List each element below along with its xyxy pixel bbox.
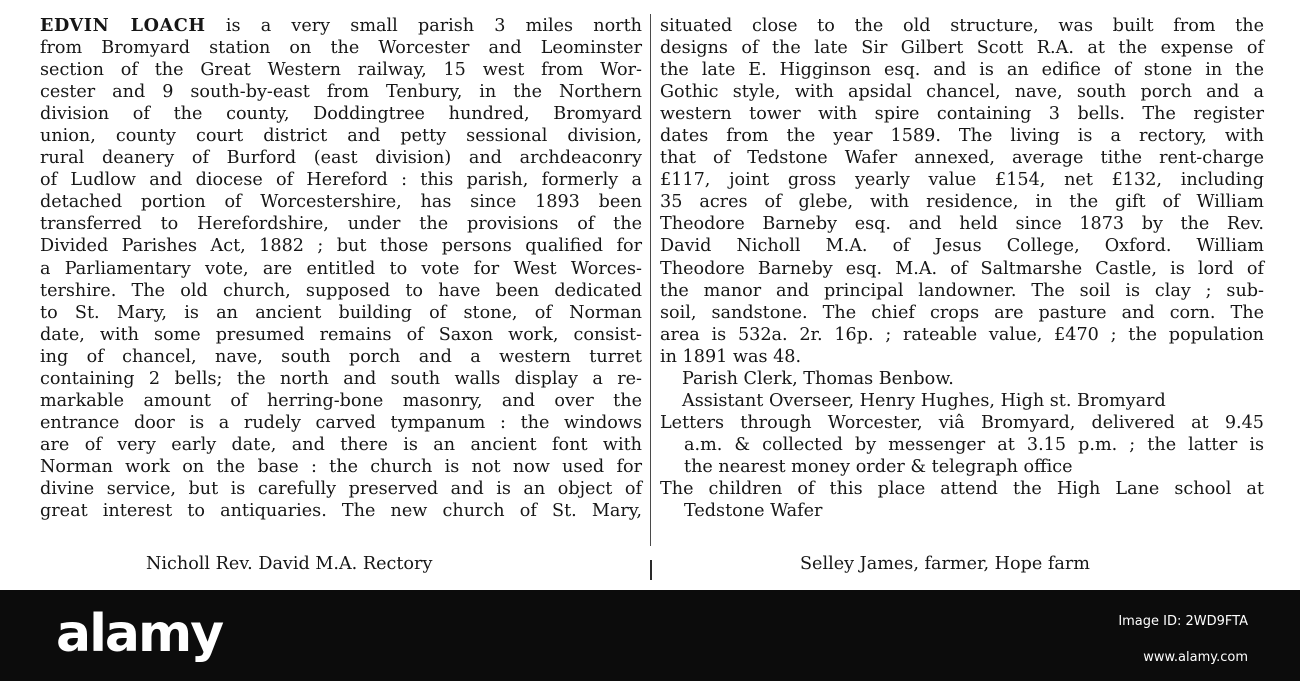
text-line: containing 2 bells; the north and south walls display a re- xyxy=(40,368,642,389)
text-line: Divided Parishes Act, 1882 ; but those persons qualified for xyxy=(40,236,642,257)
text-line: are of very early date, and there is an ancient font with xyxy=(40,434,642,455)
text-line: dates from the year 1589. The living is a rectory, with xyxy=(660,126,1264,147)
right-column xyxy=(660,15,1264,522)
site-url-label: www.alamy.com xyxy=(1143,650,1248,665)
left-column xyxy=(40,15,642,522)
text-line: ing of chancel, nave, south porch and a western turret xyxy=(40,346,642,367)
text-line: tershire. The old church, supposed to have been dedicated xyxy=(40,280,642,301)
directory-separator-tick xyxy=(650,560,652,580)
text-line: of Ludlow and diocese of Hereford : this parish, formerly a xyxy=(40,170,642,191)
text-line: union, county court district and petty sessional division, xyxy=(40,126,642,147)
text-line: transferred to Herefordshire, under the provisions of the xyxy=(40,214,642,235)
text-line: soil, sandstone. The chief crops are pasture and corn. The xyxy=(660,302,1264,323)
text-line: Theodore Barneby esq. M.A. of Saltmarshe Castle, is lord of xyxy=(660,258,1264,279)
text-line: that of Tedstone Wafer annexed, average tithe rent-charge xyxy=(660,148,1264,169)
school-line: Tedstone Wafer xyxy=(684,501,823,522)
text-line: rural deanery of Burford (east division) and archdeaconry xyxy=(40,148,642,169)
text-line: £117, joint gross yearly value £154, net £132, including xyxy=(660,170,1264,191)
column-divider xyxy=(650,14,651,546)
text-line: to St. Mary, is an ancient building of stone, of Norman xyxy=(40,302,642,323)
parish-clerk-line: Parish Clerk, Thomas Benbow. xyxy=(682,368,954,389)
alamy-logo: alamy xyxy=(56,604,223,664)
text-line: divine service, but is carefully preserved and is an object of xyxy=(40,478,642,499)
text-line: markable amount of herring-bone masonry, and over the xyxy=(40,390,642,411)
text-line: a Parliamentary vote, are entitled to vote for West Worces- xyxy=(40,258,642,279)
text-line: division of the county, Doddingtree hundred, Bromyard xyxy=(40,104,642,125)
letters-line: the nearest money order & telegraph office xyxy=(684,456,1073,477)
overseer-line: Assistant Overseer, Henry Hughes, High st. Bromyard xyxy=(682,390,1166,411)
text-line: 35 acres of glebe, with residence, in the gift of William xyxy=(660,192,1264,213)
text-line: Theodore Barneby esq. and held since 1873 by the Rev. xyxy=(660,214,1264,235)
text-line: great interest to antiquaries. The new church of St. Mary, xyxy=(40,501,642,522)
text-line: designs of the late Sir Gilbert Scott R.A. at the expense of xyxy=(660,38,1264,59)
letters-line: a.m. & collected by messenger at 3.15 p.m. ; the latter is xyxy=(684,434,1264,455)
directory-entry-left: Nicholl Rev. David M.A. Rectory xyxy=(146,554,433,574)
first-line-text: is a very small parish 3 miles north xyxy=(205,16,642,36)
text-line: Gothic style, with apsidal chancel, nave, south porch and a xyxy=(660,82,1264,103)
text-line: from Bromyard station on the Worcester and Leominster xyxy=(40,38,642,59)
text-line: entrance door is a rudely carved tympanum : the windows xyxy=(40,412,642,433)
text-line: detached portion of Worcestershire, has since 1893 been xyxy=(40,192,642,213)
place-name-heading: EDVIN LOACH xyxy=(40,15,206,36)
text-line: the late E. Higginson esq. and is an edifice of stone in the xyxy=(660,60,1264,81)
directory-entry-right: Selley James, farmer, Hope farm xyxy=(800,554,1090,574)
text-line xyxy=(40,15,642,37)
text-line: situated close to the old structure, was built from the xyxy=(660,16,1264,36)
text-line: section of the Great Western railway, 15 west from Wor- xyxy=(40,60,642,81)
text-line: date, with some presumed remains of Saxon work, consist- xyxy=(40,324,642,345)
text-line: cester and 9 south-by-east from Tenbury, in the Northern xyxy=(40,82,642,103)
text-line: David Nicholl M.A. of Jesus College, Oxford. William xyxy=(660,236,1264,257)
letters-line: Letters through Worcester, viâ Bromyard, delivered at 9.45 xyxy=(660,412,1264,433)
school-line: The children of this place attend the High Lane school at xyxy=(660,478,1264,499)
text-line: western tower with spire containing 3 bells. The register xyxy=(660,104,1264,125)
image-id-label: Image ID: 2WD9FTA xyxy=(1118,614,1248,629)
text-line: Norman work on the base : the church is not now used for xyxy=(40,456,642,477)
text-line: in 1891 was 48. xyxy=(660,346,802,367)
text-line: area is 532a. 2r. 16p. ; rateable value, £470 ; the population xyxy=(660,324,1264,345)
text-line: the manor and principal landowner. The soil is clay ; sub- xyxy=(660,280,1264,301)
